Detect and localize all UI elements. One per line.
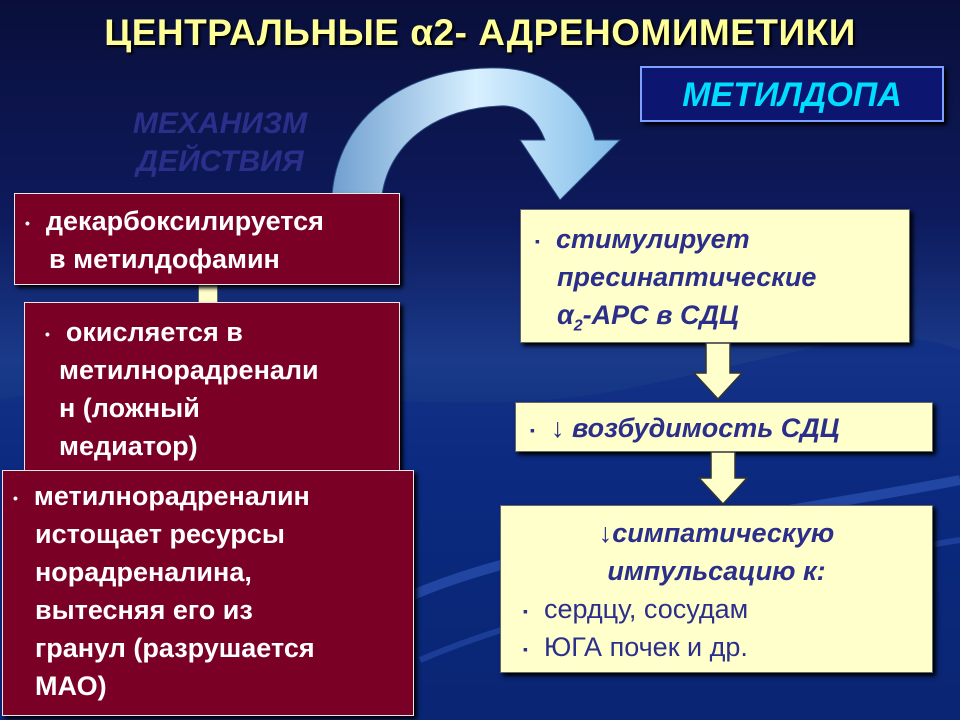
bullet-icon: ▪ [535, 233, 540, 249]
step3-line2: истощает ресурсы [35, 519, 285, 549]
mechanism-label [90, 105, 350, 181]
effect-step-2 [515, 402, 933, 452]
effect-step-1 [520, 209, 910, 343]
effect3-line1: симпатическую [612, 518, 835, 548]
box-connector [198, 284, 218, 304]
step3-line3: норадреналина, [35, 557, 252, 587]
down-arrow-icon [697, 452, 749, 506]
bullet-icon: • [45, 326, 50, 342]
target-item-2: ЮГА почек и др. [543, 632, 748, 662]
step3-line6: МАО) [35, 671, 107, 701]
step2-line2: метилнорадренали [59, 355, 319, 385]
effect1-line1: стимулирует [555, 224, 750, 254]
step1-line1: декарбоксилируется [45, 206, 324, 236]
mechanism-step-1 [14, 193, 400, 285]
bullet-icon: • [25, 215, 30, 231]
bullet-icon: ▪ [523, 641, 528, 657]
mechanism-label-line1: МЕХАНИЗМ [132, 107, 308, 140]
bullet-icon: • [13, 490, 18, 506]
target-item-1: сердцу, сосудам [543, 594, 749, 624]
drug-name-box: МЕТИЛДОПА [640, 66, 944, 122]
decrease-arrow-icon: ↓ [550, 413, 565, 443]
step2-line3: н (ложный [59, 393, 200, 423]
alpha-symbol: α [557, 300, 574, 330]
effect1-line3-text: -АРС в СДЦ [582, 300, 739, 330]
effect1-line2: пресинаптические [557, 262, 817, 292]
curved-arrow-icon [320, 60, 680, 210]
bullet-icon: ▪ [530, 422, 535, 438]
mechanism-label-line2: ДЕЙСТВИЯ [136, 145, 304, 178]
step2-line4: медиатор) [59, 431, 198, 461]
step3-line4: вытесняя его из [35, 595, 253, 625]
step1-line2: в метилдофамин [49, 244, 280, 274]
alpha-subscript: 2 [573, 317, 583, 335]
bullet-icon: ▪ [523, 603, 528, 619]
step3-line5: гранул (разрушается [35, 633, 315, 663]
down-arrow-icon [692, 343, 744, 401]
mechanism-step-2 [24, 302, 400, 474]
step3-line1: метилнорадреналин [33, 481, 310, 511]
effect3-line2: импульсацию к: [607, 556, 826, 586]
effect-step-3 [500, 505, 933, 673]
effect1-line3 [535, 296, 895, 345]
slide-title: ЦЕНТРАЛЬНЫЕ α2- АДРЕНОМИМЕТИКИ [104, 12, 856, 53]
decrease-arrow-icon: ↓ [598, 518, 613, 548]
step2-line1: окисляется в [65, 317, 243, 347]
mechanism-step-3 [2, 470, 414, 716]
effect2-text: возбудимость СДЦ [571, 413, 840, 443]
